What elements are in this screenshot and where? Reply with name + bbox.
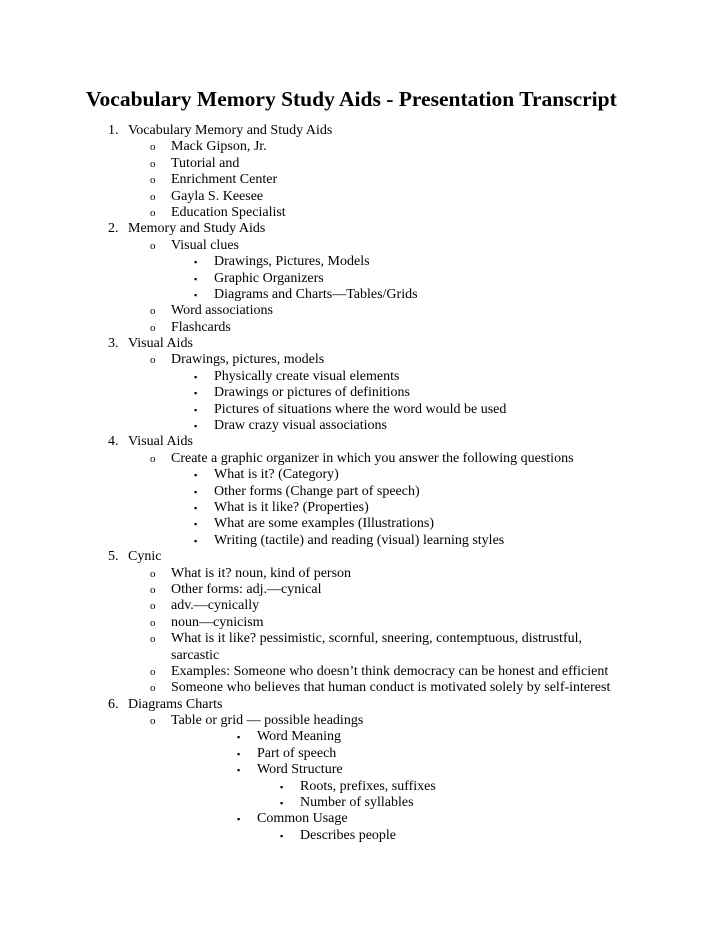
outline-item [0, 156, 728, 172]
item-number: 6. [108, 696, 119, 712]
item-text: Graphic Organizers [214, 270, 324, 286]
item-text: Vocabulary Memory and Study Aids [128, 123, 333, 138]
outline-item [0, 352, 728, 368]
outline-item [0, 336, 728, 352]
item-number: 2. [108, 221, 119, 237]
square-bullet-icon: ▪ [194, 470, 198, 481]
circle-bullet-icon: o [150, 567, 156, 580]
outline-item [0, 287, 728, 303]
circle-bullet-icon: o [150, 174, 156, 187]
item-text: Writing (tactile) and reading (visual) learning styles [214, 532, 505, 548]
item-text: Create a graphic organizer in which you answer the following questions [171, 450, 574, 466]
outline-item [0, 664, 728, 680]
square-bullet-icon: ▪ [194, 535, 198, 546]
outline-item [0, 254, 728, 270]
item-text: Tutorial and [171, 155, 240, 171]
circle-bullet-icon: o [150, 206, 156, 219]
square-bullet-icon: ▪ [194, 289, 198, 300]
square-bullet-icon: ▪ [194, 257, 198, 268]
outline-item [0, 271, 728, 287]
circle-bullet-icon: o [150, 715, 156, 728]
outline-item [0, 221, 728, 237]
square-bullet-icon: ▪ [237, 748, 241, 759]
outline-item [0, 402, 728, 418]
outline-item [0, 811, 728, 827]
item-text: Part of speech [257, 745, 337, 761]
outline-item [0, 123, 728, 139]
outline-item [0, 779, 728, 795]
item-text: Common Usage [257, 811, 348, 827]
square-bullet-icon: ▪ [280, 830, 284, 841]
outline-item [0, 467, 728, 483]
item-text: adv.—cynically [171, 598, 260, 614]
outline-item [0, 795, 728, 811]
item-text: Education Specialist [171, 204, 286, 220]
outline-item [0, 713, 728, 729]
circle-bullet-icon: o [150, 305, 156, 318]
circle-bullet-icon: o [150, 682, 156, 695]
circle-bullet-icon: o [150, 321, 156, 334]
item-text: Diagrams and Charts—Tables/Grids [214, 286, 418, 302]
item-text: Memory and Study Aids [128, 221, 266, 237]
outline-item [0, 434, 728, 450]
item-text: Cynic [128, 549, 162, 565]
outline-item [0, 484, 728, 500]
outline-item [0, 189, 728, 205]
square-bullet-icon: ▪ [194, 273, 198, 284]
square-bullet-icon: ▪ [194, 404, 198, 415]
outline-item [0, 500, 728, 516]
square-bullet-icon: ▪ [280, 781, 284, 792]
square-bullet-icon: ▪ [280, 798, 284, 809]
square-bullet-icon: ▪ [237, 814, 241, 825]
item-text: Table or grid — possible headings [171, 713, 364, 729]
item-text: sarcastic [171, 647, 220, 663]
item-text: Other forms (Change part of speech) [214, 483, 420, 499]
square-bullet-icon: ▪ [237, 765, 241, 776]
outline-item [0, 533, 728, 549]
circle-bullet-icon: o [150, 354, 156, 367]
square-bullet-icon: ▪ [194, 519, 198, 530]
circle-bullet-icon: o [150, 452, 156, 465]
square-bullet-icon: ▪ [194, 421, 198, 432]
circle-bullet-icon: o [150, 600, 156, 613]
item-text: Roots, prefixes, suffixes [300, 778, 436, 794]
item-text: noun—cynicism [171, 614, 264, 630]
item-text: Number of syllables [300, 795, 414, 811]
outline-item [0, 762, 728, 778]
item-text: Enrichment Center [171, 172, 278, 188]
item-text: Visual Aids [128, 336, 193, 352]
item-text: Visual clues [171, 237, 239, 253]
outline-item [0, 320, 728, 336]
outline-item [0, 369, 728, 385]
item-text: What is it? (Category) [214, 467, 339, 483]
outline-item [0, 549, 728, 565]
outline-item [0, 697, 728, 713]
item-text: Flashcards [171, 319, 231, 335]
circle-bullet-icon: o [150, 190, 156, 203]
item-text: Pictures of situations where the word would be used [214, 401, 507, 417]
item-number: 1. [108, 123, 119, 138]
item-text: Someone who believes that human conduct is motivated solely by self-interest [171, 680, 611, 696]
circle-bullet-icon: o [150, 141, 156, 154]
outline-item [0, 303, 728, 319]
item-text: Word Meaning [257, 729, 342, 745]
item-number: 4. [108, 434, 119, 450]
outline-item [0, 516, 728, 532]
circle-bullet-icon: o [150, 633, 156, 646]
item-text: Examples: Someone who doesn’t think democracy can be honest and efficient [171, 663, 609, 679]
item-text: What are some examples (Illustrations) [214, 516, 435, 532]
outline-item [0, 139, 728, 155]
item-text: Physically create visual elements [214, 368, 400, 384]
circle-bullet-icon: o [150, 239, 156, 252]
item-text: Visual Aids [128, 434, 193, 450]
item-text: Word Structure [257, 762, 343, 778]
outline-item [0, 598, 728, 614]
square-bullet-icon: ▪ [194, 486, 198, 497]
item-text: Other forms: adj.—cynical [171, 581, 322, 597]
item-text: What is it like? (Properties) [214, 499, 369, 515]
outline-item [0, 385, 728, 401]
item-text: What is it like? pessimistic, scornful, sneering, contemptuous, distrustful, [171, 631, 582, 647]
outline-item [0, 746, 728, 762]
item-text: What is it? noun, kind of person [171, 565, 352, 581]
item-text: Drawings or pictures of definitions [214, 385, 410, 401]
outline-item [0, 205, 728, 221]
circle-bullet-icon: o [150, 157, 156, 170]
outline-item [0, 418, 728, 434]
outline-item [0, 582, 728, 598]
outline-item [0, 615, 728, 631]
square-bullet-icon: ▪ [237, 732, 241, 743]
outline-item [0, 566, 728, 582]
item-text: Diagrams Charts [128, 696, 223, 712]
outline-item [0, 451, 728, 467]
square-bullet-icon: ▪ [194, 371, 198, 382]
outline-item [0, 680, 728, 696]
outline-item [0, 648, 728, 664]
item-text: Word associations [171, 303, 273, 319]
item-text: Mack Gipson, Jr. [171, 139, 267, 155]
outline-item [0, 729, 728, 745]
item-text: Drawings, pictures, models [171, 352, 325, 368]
item-text: Drawings, Pictures, Models [214, 254, 370, 270]
item-text: Draw crazy visual associations [214, 418, 387, 434]
outline-item [0, 238, 728, 254]
circle-bullet-icon: o [150, 616, 156, 629]
item-number: 5. [108, 549, 119, 565]
outline-item [0, 828, 728, 844]
item-text: Gayla S. Keesee [171, 188, 264, 204]
document-title: Vocabulary Memory Study Aids - Presentation Transcript [86, 87, 617, 111]
outline-item [0, 172, 728, 188]
circle-bullet-icon: o [150, 583, 156, 596]
outline-list [0, 123, 728, 844]
square-bullet-icon: ▪ [194, 502, 198, 513]
square-bullet-icon: ▪ [194, 388, 198, 399]
outline-item [0, 631, 728, 647]
item-number: 3. [108, 336, 119, 352]
item-text: Describes people [300, 827, 397, 843]
circle-bullet-icon: o [150, 665, 156, 678]
